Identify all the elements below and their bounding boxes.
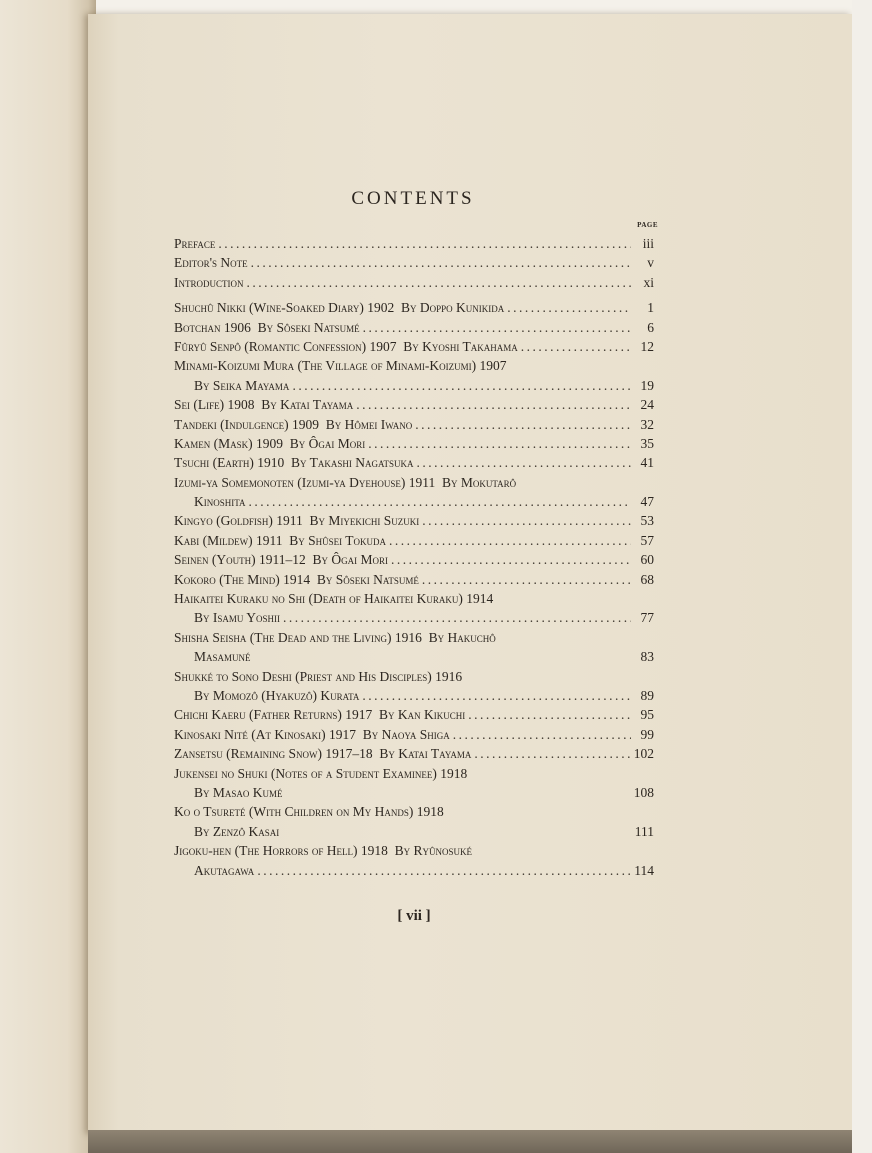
entry-author: By Ôgai Mori xyxy=(312,552,389,568)
dot-leader xyxy=(422,511,631,530)
page-bottom-shadow xyxy=(88,1130,852,1153)
entry-page: 68 xyxy=(640,571,654,587)
entry-title: Editor's Note xyxy=(174,255,248,271)
dot-leader xyxy=(415,415,631,434)
dot-leader xyxy=(257,861,631,880)
toc-entry xyxy=(174,725,654,744)
toc-entry-author-line xyxy=(174,492,654,511)
entry-page: 47 xyxy=(640,494,654,510)
dot-leader xyxy=(368,434,631,453)
entry-page: 6 xyxy=(647,319,654,335)
entry-title: Izumi-ya Somemonoten (Izumi-ya Dyehouse) 1911 xyxy=(174,474,436,490)
entry-title: Tandeki (Indulgence) 1909 xyxy=(174,416,319,432)
toc-entry-author-line xyxy=(174,686,654,705)
entry-page: 19 xyxy=(640,377,654,393)
entry-author: By Miyekichi Suzuki xyxy=(309,513,420,529)
entry-page: 35 xyxy=(640,435,654,451)
entry-page: 89 xyxy=(640,687,654,703)
entry-page: 108 xyxy=(633,784,654,800)
entry-title: Introduction xyxy=(174,274,244,290)
toc-entry-author-line xyxy=(174,861,654,880)
toc-entry-editors-note xyxy=(174,253,654,272)
entry-title: Jukensei no Shuki (Notes of a Student Examinee) 1918 xyxy=(174,765,468,781)
toc-entry-title-line xyxy=(174,667,654,686)
entry-page: xi xyxy=(643,274,654,290)
entry-author: By Kan Kikuchi xyxy=(379,707,466,723)
dot-leader xyxy=(521,337,631,356)
dot-leader xyxy=(474,744,630,763)
background-edge xyxy=(852,0,872,1153)
entry-title: Zansetsu (Remaining Snow) 1917–18 xyxy=(174,746,373,762)
toc-entry-author-line xyxy=(174,608,654,627)
entry-author: By Shûsei Tokuda xyxy=(289,532,386,548)
entry-author: By Hakuchô xyxy=(428,629,496,645)
entry-title: Kingyo (Goldfish) 1911 xyxy=(174,513,303,529)
toc-entry xyxy=(174,550,654,569)
dot-leader xyxy=(389,531,631,550)
entry-author: By Hômei Iwano xyxy=(325,416,413,432)
entry-author: By Ryûnosuké xyxy=(394,843,473,859)
dot-leader xyxy=(356,395,631,414)
entry-title: Fûryû Senpô (Romantic Confession) 1907 xyxy=(174,338,397,354)
toc-entry-title-line xyxy=(174,841,654,860)
dot-leader xyxy=(391,550,631,569)
left-page-edge xyxy=(0,0,96,1153)
entry-page: 83 xyxy=(640,649,654,665)
entry-author: By Takashi Nagatsuka xyxy=(290,455,414,471)
toc-entry xyxy=(174,511,654,530)
entry-title: Haikaitei Kuraku no Shi (Death of Haikaitei Kuraku) 1914 xyxy=(174,591,494,607)
entry-page: 60 xyxy=(640,552,654,568)
entry-author: By Katai Tayama xyxy=(379,746,472,762)
page-title: CONTENTS xyxy=(351,188,475,209)
toc-entry-preface xyxy=(174,234,654,253)
toc-entry xyxy=(174,298,654,317)
dot-leader xyxy=(362,686,631,705)
entry-title: Botchan 1906 xyxy=(174,319,251,335)
entry-title: Ko o Tsureté (With Children on My Hands) 1918 xyxy=(174,804,444,820)
entry-page: 77 xyxy=(640,610,654,626)
entry-author: By Naoya Shiga xyxy=(362,726,450,742)
toc-entry xyxy=(174,453,654,472)
entry-page: 102 xyxy=(633,746,654,762)
entry-page: iii xyxy=(642,236,654,251)
entry-page: 32 xyxy=(640,416,654,432)
entry-page: 95 xyxy=(640,707,654,723)
entry-title: Sei (Life) 1908 xyxy=(174,397,255,413)
entry-author: By Sôseki Natsumé xyxy=(257,319,360,335)
entry-page: 41 xyxy=(640,455,654,471)
entry-author: By Katai Tayama xyxy=(261,397,354,413)
entry-author: Akutagawa xyxy=(194,862,255,878)
toc-entry-title-line xyxy=(174,473,654,492)
entry-title: Shisha Seisha (The Dead and the Living) 1916 xyxy=(174,629,422,645)
dot-leader xyxy=(507,298,631,317)
toc-entry xyxy=(174,395,654,414)
entry-title: Tsuchi (Earth) 1910 xyxy=(174,455,285,471)
page-column-header: PAGE xyxy=(637,221,658,229)
entry-title: Preface xyxy=(174,236,216,251)
entry-author: By Sôseki Natsumé xyxy=(316,571,419,587)
entry-title: Minami-Koizumi Mura (The Village of Minami-Koizumi) 1907 xyxy=(174,358,507,374)
toc-entry xyxy=(174,705,654,724)
toc-entry xyxy=(174,318,654,337)
dot-leader xyxy=(251,253,631,272)
entry-author: By Masao Kumé xyxy=(194,784,283,800)
toc-entry xyxy=(174,434,654,453)
toc-entry-title-line xyxy=(174,356,654,375)
toc-entry xyxy=(174,531,654,550)
toc-entry xyxy=(174,744,654,763)
entry-page: 53 xyxy=(640,513,654,529)
dot-leader xyxy=(453,725,631,744)
toc-entry-author-line xyxy=(174,647,654,666)
toc-entry-author-line xyxy=(174,822,654,841)
dot-leader xyxy=(292,376,631,395)
entry-title: Shukké to Sono Deshi (Priest and His Disciples) 1916 xyxy=(174,668,463,684)
toc-entry xyxy=(174,337,654,356)
entry-title: Kokoro (The Mind) 1914 xyxy=(174,571,311,587)
entry-author: By Zenzô Kasai xyxy=(194,823,280,839)
entry-page: 114 xyxy=(634,862,654,878)
table-of-contents xyxy=(174,234,654,880)
toc-entry-title-line xyxy=(174,764,654,783)
dot-leader xyxy=(363,318,631,337)
entry-page: 99 xyxy=(640,726,654,742)
toc-entry xyxy=(174,570,654,589)
entry-author: By Momozô (Hyakuzô) Kurata xyxy=(194,687,360,703)
toc-entry-introduction xyxy=(174,273,654,292)
entry-title: Seinen (Youth) 1911–12 xyxy=(174,552,306,568)
entry-author: By Isamu Yoshii xyxy=(194,610,281,626)
dot-leader xyxy=(218,234,631,253)
dot-leader xyxy=(468,705,631,724)
toc-entry-author-line xyxy=(174,376,654,395)
entry-author: By Kyoshi Takahama xyxy=(403,338,518,354)
entry-author: By Mokutarô xyxy=(441,474,517,490)
entry-page: 24 xyxy=(640,397,654,413)
dot-leader xyxy=(422,570,631,589)
entry-author: Kinoshita xyxy=(194,494,246,510)
entry-title: Kamen (Mask) 1909 xyxy=(174,435,283,451)
entry-title: Jigoku-hen (The Horrors of Hell) 1918 xyxy=(174,843,388,859)
entry-author: Masamuné xyxy=(194,649,251,665)
dot-leader xyxy=(283,608,631,627)
entry-title: Shuchû Nikki (Wine-Soaked Diary) 1902 xyxy=(174,300,395,316)
page-number: [ vii ] xyxy=(397,908,431,924)
entry-author: By Doppo Kunikida xyxy=(400,300,505,316)
entry-title: Kinosaki Nité (At Kinosaki) 1917 xyxy=(174,726,356,742)
dot-leader xyxy=(247,273,632,292)
entry-author: By Seika Mayama xyxy=(194,377,290,393)
entry-title: Kabi (Mildew) 1911 xyxy=(174,532,283,548)
toc-entry-author-line xyxy=(174,783,654,802)
entry-author: By Ôgai Mori xyxy=(289,435,366,451)
entry-title: Chichi Kaeru (Father Returns) 1917 xyxy=(174,707,373,723)
dot-leader xyxy=(249,492,631,511)
toc-entry-title-line xyxy=(174,802,654,821)
toc-entry-title-line xyxy=(174,628,654,647)
entry-page: v xyxy=(647,255,654,271)
toc-entry-title-line xyxy=(174,589,654,608)
entry-page: 12 xyxy=(640,338,654,354)
entry-page: 57 xyxy=(640,532,654,548)
dot-leader xyxy=(416,453,631,472)
toc-entry xyxy=(174,415,654,434)
entry-page: 1 xyxy=(647,300,654,316)
entry-page: 111 xyxy=(634,823,654,839)
